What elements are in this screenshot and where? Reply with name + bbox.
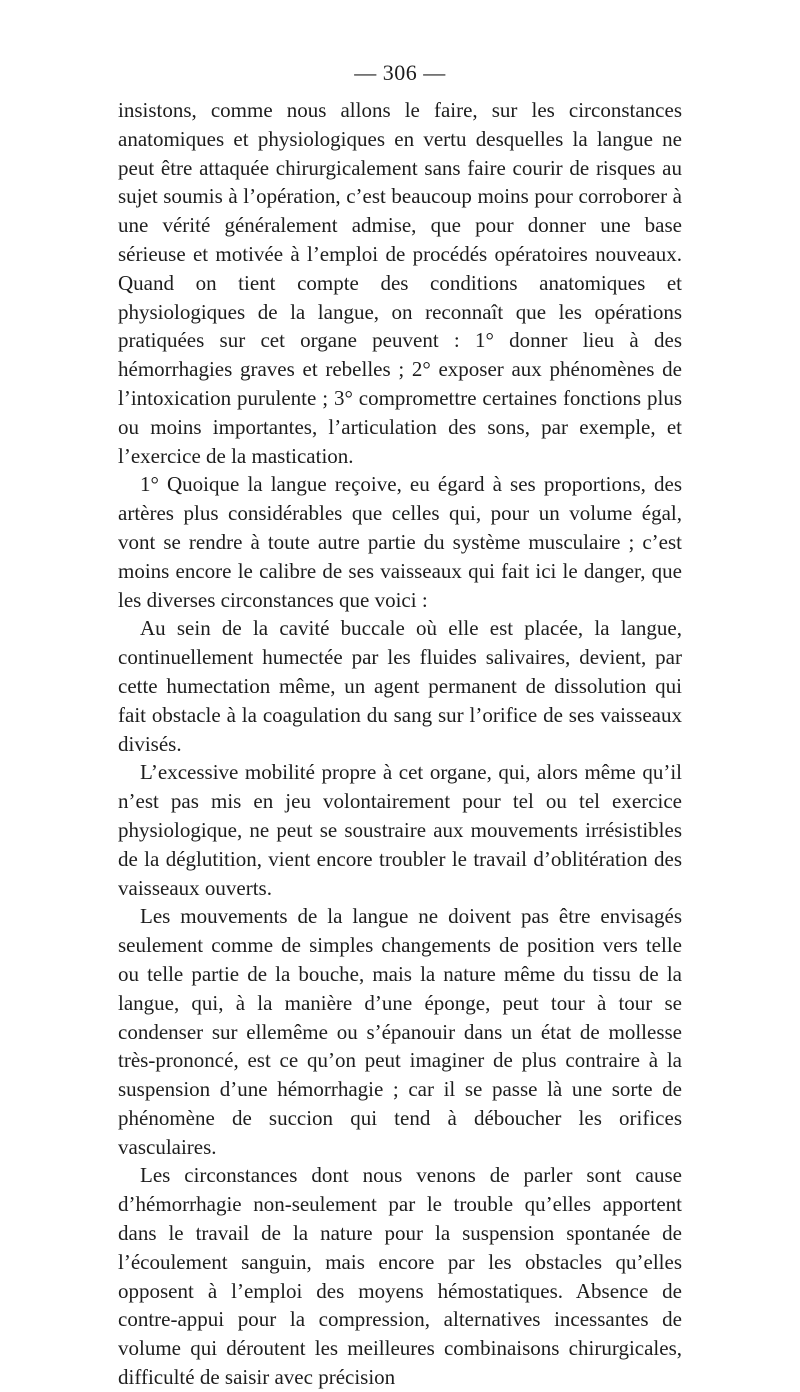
paragraph-mobility: L’excessive mobilité propre à cet organe, qui, alors même qu’il n’est pas mis en jeu volontairement pour tel ou tel exercice physiologique, ne peut se soustraire aux mouvements irrésistibles de la déglutition, vient encore troubler le travail d’oblitération des vaisseaux ouverts.: [118, 760, 682, 900]
paragraph-buccal-cavity: Au sein de la cavité buccale où elle est placée, la langue, continuellement humectée par les fluides salivaires, devient, par cette humectation même, un agent permanent de dissolution qui fait obstacle à la coagulation du sang sur l’orifice de ses vaisseaux divisés.: [118, 616, 682, 756]
paragraph-arteries: 1° Quoique la langue reçoive, eu égard à ses proportions, des artères plus considérables que celles qui, pour un volume égal, vont se rendre à toute autre partie du système musculaire ; c’est moins encore le calibre de ses vaisseaux qui fait ici le danger, que les diverses circonstances que voici :: [118, 472, 682, 612]
book-page: [118, 58, 682, 1392]
paragraph-circumstances: Les circonstances dont nous venons de parler sont cause d’hémorrhagie non-seulement par le trouble qu’elles apportent dans le travail de la nature pour la suspension spontanée de l’écoulement sanguin, mais encore par les obstacles qu’elles opposent à l’emploi des moyens hémostatiques. Absence de contre-appui pour la compression, alternatives incessantes de volume qui déroutent les meilleures combinaisons chirurgicales, difficulté de saisir avec précision: [118, 1163, 682, 1390]
page-number: — 306 —: [354, 60, 446, 85]
paragraph-continuation: insistons, comme nous allons le faire, sur les circonstances anatomiques et physiologiques en vertu desquelles la langue ne peut être attaquée chirurgicalement sans faire courir de risques au sujet soumis à l’opération, c’est beaucoup moins pour corroborer à une vérité généralement admise, que pour donner une base sérieuse et motivée à l’emploi de procédés opératoires nouveaux. Quand on tient compte des conditions anatomiques et physiologiques de la langue, on reconnaît que les opérations pratiquées sur cet organe peuvent : 1° donner lieu à des hémorrhagies graves et rebelles ; 2° exposer aux phénomènes de l’intoxication purulente ; 3° compromettre certaines fonctions plus ou moins importantes, l’articulation des sons, par exemple, et l’exercice de la mastication.: [118, 98, 682, 468]
paragraph-movements: Les mouvements de la langue ne doivent pas être envisagés seulement comme de simples changements de position vers telle ou telle partie de la bouche, mais la nature même du tissu de la langue, qui, à la manière d’une éponge, peut tour à tour se condenser sur ellemême ou s’épanouir dans un état de mollesse très-prononcé, est ce qu’on peut imaginer de plus contraire à la suspension d’une hémorrhagie ; car il se passe là une sorte de phénomène de succion qui tend à déboucher les orifices vasculaires.: [118, 904, 682, 1159]
